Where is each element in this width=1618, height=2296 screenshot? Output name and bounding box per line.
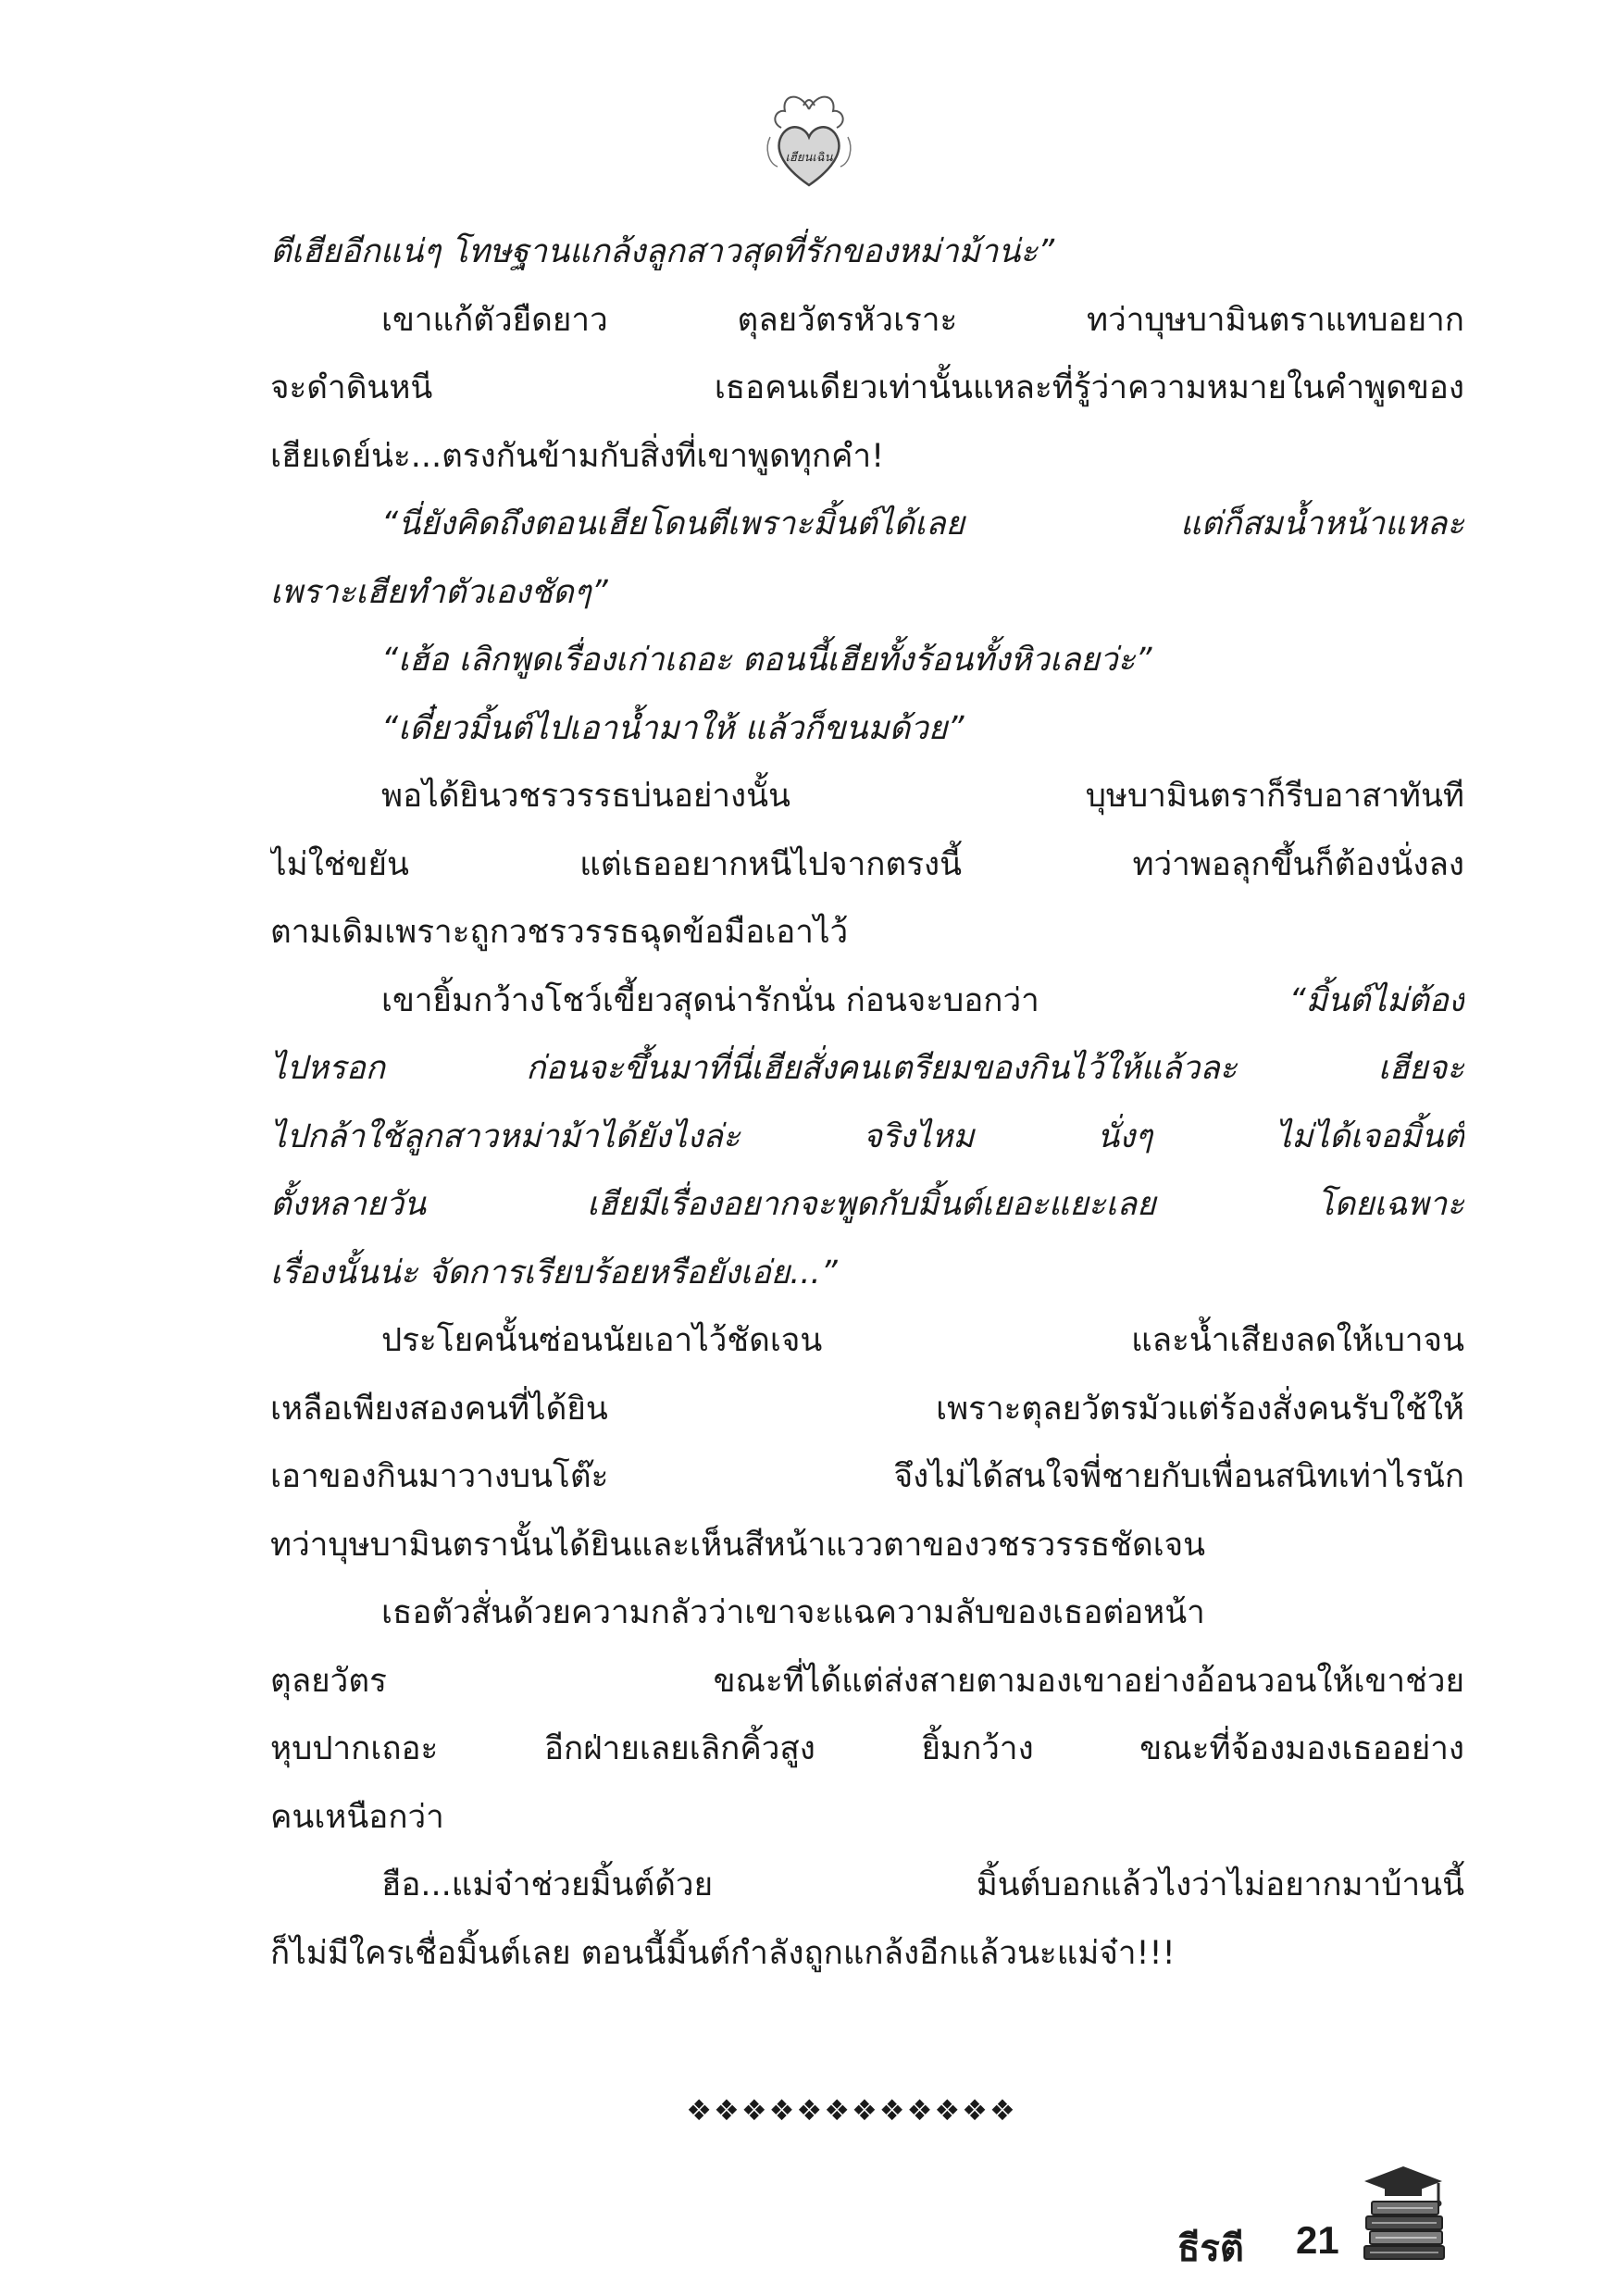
text-line: เรื่องนั้นน่ะ จัดการเรียบร้อยหรือยังเอ่ย...”	[270, 1254, 838, 1292]
text-line: ก็ไม่มีใครเชื่อมิ้นต์เลย ตอนนี้มิ้นต์กำลังถูกแกล้งอีกแล้วนะแม่จ๋า!!!	[270, 1934, 1176, 1972]
text-segment: ตุลยวัตรหัวเราะ	[737, 301, 958, 339]
text-segment: “นี่ยังคิดถึงตอนเฮียโดนตีเพราะมิ้นต์ได้เลย	[381, 505, 965, 543]
text-segment: มิ้นต์บอกแล้วไงว่าไม่อยากมาบ้านนี้	[976, 1866, 1464, 1903]
footer-author: ธีรตี	[1177, 2227, 1244, 2270]
text-line: ทว่าบุษบามินตรานั้นได้ยินและเห็นสีหน้าแววตาของวชรวรรธชัดเจน	[270, 1526, 1206, 1564]
text-segment: เธอคนเดียวเท่านั้นแหละที่รู้ว่าความหมายในคำพูดของ	[714, 369, 1464, 406]
text-line	[270, 1376, 1464, 1444]
text-segment: จริงไหม	[863, 1117, 975, 1155]
text-segment: เขาแก้ตัวยืดยาว	[381, 301, 608, 339]
text-segment: ประโยคนั้นซ่อนนัยเอาไว้ชัดเจน	[381, 1322, 823, 1359]
text-segment: ยิ้มกว้าง	[921, 1730, 1034, 1767]
text-segment: เฮียมีเรื่องอยากจะพูดกับมิ้นต์เยอะแยะเลย	[587, 1186, 1156, 1223]
text-segment: ไม่ใช่ขยัน	[270, 845, 409, 883]
text-line: เธอตัวสั่นด้วยความกลัวว่าเขาจะแฉความลับของเธอต่อหน้า	[381, 1594, 1205, 1631]
text-segment: “มิ้นต์ไม่ต้อง	[1288, 981, 1464, 1019]
text-segment: ขณะที่ได้แต่ส่งสายตามองเขาอย่างอ้อนวอนให้เขาช่วย	[713, 1662, 1464, 1700]
text-line: “เดี๋ยวมิ้นต์ไปเอาน้ำมาให้ แล้วก็ขนมด้วย”	[381, 709, 965, 747]
text-segment: เฮียจะ	[1377, 1050, 1464, 1087]
ornamental-heart-emblem-icon	[763, 81, 855, 193]
text-segment: นั่งๆ	[1097, 1117, 1153, 1155]
text-segment: หุบปากเถอะ	[270, 1730, 439, 1767]
text-segment: ไม่ได้เจอมิ้นต์	[1275, 1117, 1464, 1155]
text-line	[270, 287, 1464, 356]
text-segment: แต่ก็สมน้ำหน้าแหละ	[1179, 505, 1464, 543]
text-segment: ตั้งหลายวัน	[270, 1186, 427, 1223]
text-line	[270, 1171, 1464, 1240]
text-segment: ขณะที่จ้องมองเธออย่าง	[1139, 1730, 1464, 1767]
text-line: คนเหนือกว่า	[270, 1798, 444, 1836]
text-line	[270, 1443, 1464, 1512]
text-segment: บุษบามินตราก็รีบอาสาทันที	[1085, 778, 1464, 815]
text-segment: ไปกล้าใช้ลูกสาวหม่าม้าได้ยังไงล่ะ	[270, 1117, 741, 1155]
text-segment: ทว่าพอลุกขึ้นก็ต้องนั่งลง	[1132, 845, 1464, 883]
text-segment: จึงไม่ได้สนใจพี่ชายกับเพื่อนสนิทเท่าไรนัก	[893, 1458, 1464, 1495]
page-number: 21	[1296, 2218, 1339, 2262]
text-segment: เขายิ้มกว้างโชว์เขี้ยวสุดน่ารักนั่น ก่อนจะบอกว่า	[381, 981, 1039, 1019]
text-line: “เฮ้อ เลิกพูดเรื่องเก่าเถอะ ตอนนี้เฮียทั้งร้อนทั้งหิวเลยว่ะ”	[381, 642, 1152, 679]
text-line: ตามเดิมเพราะถูกวชรวรรธฉุดข้อมือเอาไว้	[270, 914, 849, 951]
text-segment: พอได้ยินวชรวรรธบ่นอย่างนั้น	[381, 778, 790, 815]
section-divider: ❖❖❖❖❖❖❖❖❖❖❖❖	[686, 2094, 1017, 2128]
books-with-graduation-cap-icon	[1357, 2163, 1450, 2263]
text-segment: ฮือ...แม่จ๋าช่วยมิ้นต์ด้วย	[381, 1866, 714, 1903]
text-line: เฮียเดย์น่ะ...ตรงกันข้ามกับสิ่งที่เขาพูดทุกคำ!	[270, 437, 885, 475]
text-segment: เหลือเพียงสองคนที่ได้ยิน	[270, 1390, 608, 1428]
text-line	[270, 1307, 1464, 1376]
text-line: เพราะเฮียทำตัวเองชัดๆ”	[270, 573, 608, 611]
text-segment: จะดำดินหนี	[270, 369, 433, 406]
text-segment: เพราะตุลยวัตรมัวแต่ร้องสั่งคนรับใช้ให้	[936, 1390, 1464, 1428]
text-segment: ตุลยวัตร	[270, 1662, 387, 1700]
text-line	[270, 831, 1464, 900]
text-segment: และน้ำเสียงลดให้เบาจน	[1131, 1322, 1464, 1359]
text-segment: ทว่าบุษบามินตราแทบอยาก	[1087, 301, 1464, 339]
text-line	[270, 1648, 1464, 1716]
text-line	[270, 1104, 1464, 1172]
text-segment: ไปหรอก	[270, 1050, 385, 1087]
text-segment: ก่อนจะขึ้นมาที่นี่เฮียสั่งคนเตรียมของกินไว้ให้แล้วละ	[526, 1050, 1238, 1087]
text-segment: เอาของกินมาวางบนโต๊ะ	[270, 1458, 609, 1495]
text-line	[270, 763, 1464, 831]
text-segment: แต่เธออยากหนีไปจากตรงนี้	[579, 845, 963, 883]
text-line: ตีเฮียอีกแน่ๆ โทษฐานแกล้งลูกสาวสุดที่รักของหม่าม้าน่ะ”	[270, 233, 1055, 270]
text-line	[270, 355, 1464, 423]
text-line	[270, 1852, 1464, 1920]
page-body	[270, 218, 1464, 1988]
text-line	[270, 967, 1464, 1036]
text-segment: อีกฝ่ายเลยเลิกคิ้วสูง	[543, 1730, 815, 1767]
text-line	[270, 1035, 1464, 1104]
text-segment: โดยเฉพาะ	[1316, 1186, 1464, 1223]
emblem-text: เฮียนเฉิน	[785, 151, 833, 165]
text-line	[270, 1716, 1464, 1784]
text-line	[270, 491, 1464, 559]
